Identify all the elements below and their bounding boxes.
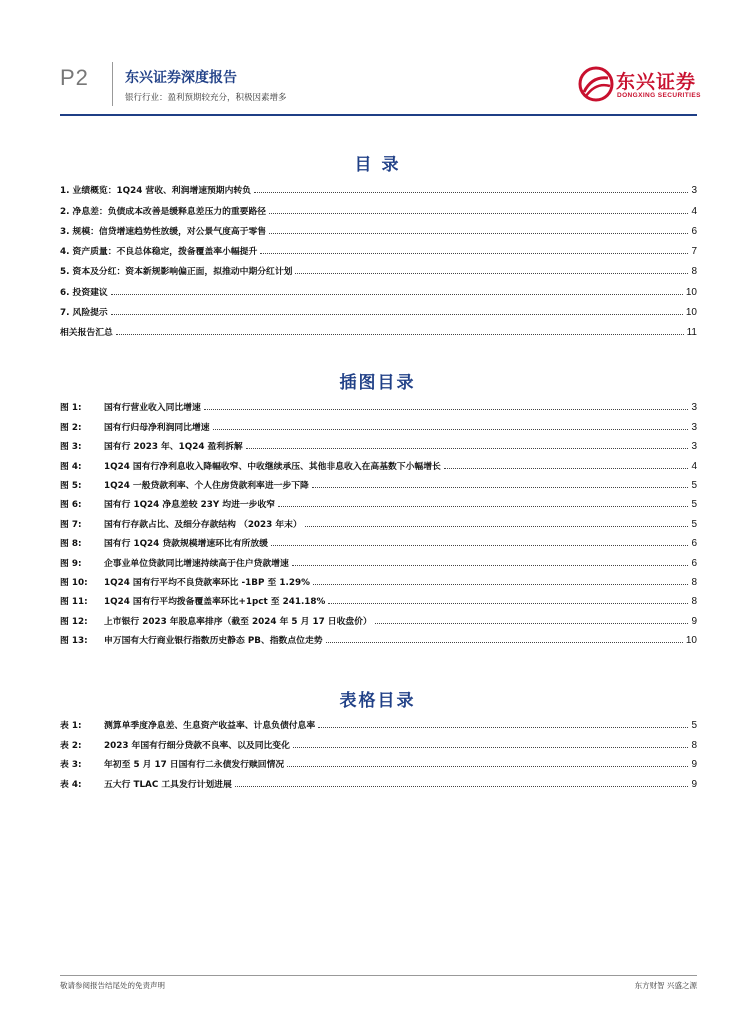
figure-entry[interactable]: 图 9: 企事业单位贷款同比增速持续高于住户贷款增速 6 <box>60 557 697 569</box>
toc-entry[interactable]: 3. 规模：信贷增速趋势性放缓，对公景气度高于零售 6 <box>60 225 697 237</box>
page-number: P2 <box>60 65 89 90</box>
table-list <box>60 712 697 790</box>
header-divider <box>112 62 113 106</box>
figure-entry[interactable]: 图 3: 国有行 2023 年、1Q24 盈利拆解 3 <box>60 441 697 453</box>
figure-entry[interactable]: 图 6: 国有行 1Q24 净息差较 23Y 均进一步收窄 5 <box>60 499 697 511</box>
toc-entry[interactable]: 7. 风险提示 10 <box>60 307 697 319</box>
toc-entry[interactable]: 5. 资本及分红：资本新规影响偏正面，拟推动中期分红计划 8 <box>60 266 697 278</box>
figure-entry[interactable]: 图 8: 国有行 1Q24 贷款规模增速环比有所放缓 6 <box>60 538 697 550</box>
toc-entry[interactable]: 6. 投资建议 10 <box>60 286 697 298</box>
logo-text-cn: 东兴证券 <box>616 71 697 93</box>
toc-entry[interactable]: 2. 净息差：负债成本改善是缓释息差压力的重要路径 4 <box>60 205 697 217</box>
report-subtitle: 银行行业：盈利预期较充分，积极因素增多 <box>125 93 287 103</box>
figure-entry[interactable]: 图 11: 1Q24 国有行平均拨备覆盖率环比+1pct 至 241.18% 8 <box>60 596 697 608</box>
toc-title: 目 录 <box>354 155 401 175</box>
table-list-title: 表格目录 <box>339 691 416 711</box>
footer-slogan: 东方财智 兴盛之源 <box>634 981 697 990</box>
toc-entry[interactable]: 相关报告汇总 11 <box>60 327 697 339</box>
page-header <box>0 0 755 118</box>
toc-entry[interactable]: 1. 业绩概览：1Q24 营收、利润增速预期内转负 3 <box>60 185 697 197</box>
figure-entry[interactable]: 图 13: 申万国有大行商业银行指数历史静态 PB、指数点位走势 10 <box>60 635 697 647</box>
table-entry[interactable]: 表 1: 测算单季度净息差、生息资产收益率、计息负债付息率 5 <box>60 720 697 732</box>
figure-entry[interactable]: 图 4: 1Q24 国有行净利息收入降幅收窄、中收继续承压、其他非息收入在高基数下小幅增长 4 <box>60 460 697 472</box>
logo-mark-icon <box>578 66 614 102</box>
report-title: 东兴证券深度报告 <box>125 70 237 86</box>
figure-entry[interactable]: 图 1: 国有行营业收入同比增速 3 <box>60 402 697 414</box>
footer-rule <box>60 975 697 976</box>
brand-logo <box>578 66 701 106</box>
table-entry[interactable]: 表 3: 年初至 5 月 17 日国有行二永债发行赎回情况 9 <box>60 759 697 771</box>
figure-entry[interactable]: 图 2: 国有行归母净利润同比增速 3 <box>60 421 697 433</box>
figure-entry[interactable]: 图 12: 上市银行 2023 年股息率排序（截至 2024 年 5 月 17 日收盘价） 9 <box>60 615 697 627</box>
figure-list <box>60 394 697 646</box>
header-rule <box>60 114 697 116</box>
table-entry[interactable]: 表 4: 五大行 TLAC 工具发行计划进展 9 <box>60 778 697 790</box>
figure-list-title: 插图目录 <box>339 373 416 393</box>
logo-text-en: DONGXING SECURITIES <box>617 92 701 99</box>
toc-entry[interactable]: 4. 资产质量：不良总体稳定，拨备覆盖率小幅提升 7 <box>60 246 697 258</box>
table-entry[interactable]: 表 2: 2023 年国有行细分贷款不良率、以及同比变化 8 <box>60 739 697 751</box>
figure-entry[interactable]: 图 10: 1Q24 国有行平均不良贷款率环比 -1BP 至 1.29% 8 <box>60 576 697 588</box>
figure-entry[interactable]: 图 5: 1Q24 一般贷款利率、个人住房贷款利率进一步下降 5 <box>60 479 697 491</box>
toc-list <box>60 176 697 338</box>
footer-disclaimer: 敬请参阅报告结尾处的免责声明 <box>60 981 165 990</box>
figure-entry[interactable]: 图 7: 国有行存款占比、及细分存款结构 （2023 年末） 5 <box>60 518 697 530</box>
